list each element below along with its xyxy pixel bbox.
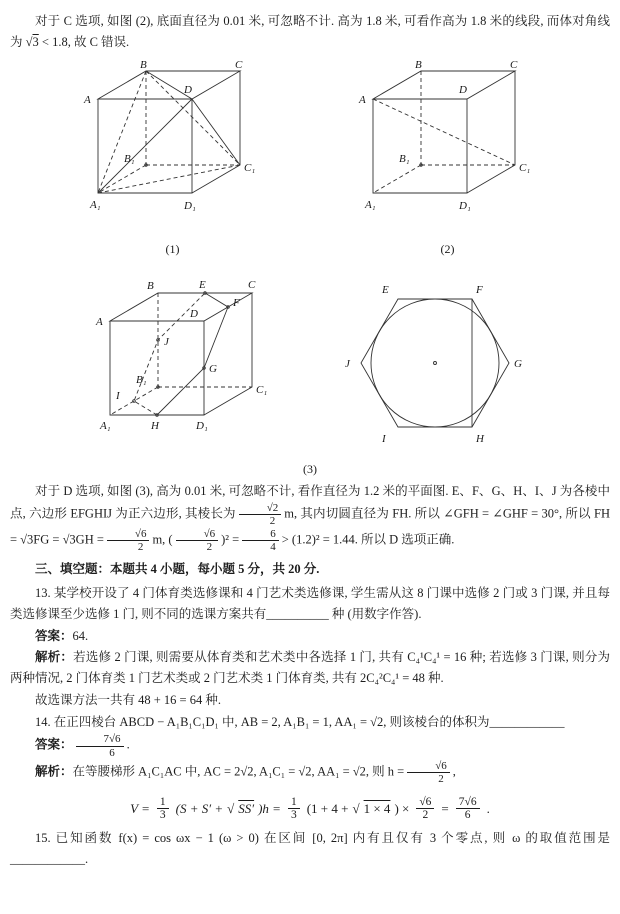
formula-text: ) × xyxy=(394,801,410,817)
q14-analysis-line xyxy=(10,760,610,786)
q13-conclusion: 故选课方法一共有 48 + 16 = 64 种. xyxy=(35,692,221,707)
question-14-text: 14. 在正四棱台 ABCD − A₁B₁C₁D₁ 中, AB = 2, A₁B₁ = 1, AA₁ = √2, 则该棱台的体积为 xyxy=(35,714,490,729)
fig3-vertex-label-g: G xyxy=(209,363,217,376)
fig1-vertex-label-d: D xyxy=(183,83,192,96)
question-15-text: 15. 已知函数 f(x) = cos ωx − 1 (ω > 0) 在区间 [0, 2π] 内有且仅有 3 个零点, 则 ω 的取值范围是 xyxy=(35,831,610,846)
fig3-vertex-label-f: F xyxy=(233,297,240,310)
formula-text: (S + S′ + xyxy=(175,801,224,817)
q14-volume-formula xyxy=(10,796,610,823)
question-13-tail: 种 (用数字作答). xyxy=(328,606,422,621)
figure-1-caption: (1) xyxy=(165,241,180,256)
cube-diagram-2 xyxy=(353,59,543,237)
figure-3-caption: (3) xyxy=(303,462,317,477)
fraction-denominator: 2 xyxy=(269,515,276,528)
figure-2 xyxy=(353,59,543,260)
q14-answer-tail: . xyxy=(126,738,130,752)
hexagon-labels xyxy=(345,284,522,445)
fraction-sqrt2-over-2 xyxy=(239,502,282,528)
formula-text: = xyxy=(441,801,449,817)
fraction-numerator: √6 xyxy=(416,796,434,810)
fraction-denominator: 6 xyxy=(464,809,471,822)
fraction-numerator: √6 xyxy=(176,528,219,541)
q13-analysis-line xyxy=(10,647,610,689)
fraction-denominator: 3 xyxy=(290,809,297,822)
para-d-text-3: m, ( xyxy=(152,532,173,547)
figure-2-caption: (2) xyxy=(440,241,455,256)
fraction-sqrt6-over-2 xyxy=(407,760,450,786)
para-d-text-2: m, 其内切圆直径为 FH. 所以 ∠GFH = ∠GHF = 30°, 所以 FH = √3FG = √3GH = xyxy=(10,506,611,547)
para-d-text-5: > (1.2)² = 1.44. 所以 D 选项正确. xyxy=(281,532,455,547)
fig3-vertex-label-a: A xyxy=(96,316,103,329)
cube-1-edges xyxy=(98,71,240,193)
figure-row-1-2 xyxy=(10,59,610,260)
fraction-numerator: 7√6 xyxy=(76,733,124,746)
cube-2-edges xyxy=(373,71,515,193)
question-15 xyxy=(10,828,610,870)
fig2-vertex-label-d: D xyxy=(458,83,467,96)
fig2-vertex-label-c1: C₁ xyxy=(518,161,530,174)
fraction-numerator: √6 xyxy=(107,528,150,541)
fraction-denominator: 2 xyxy=(137,541,144,553)
para-d-text-4: )² = xyxy=(221,532,240,547)
fraction-denominator: 2 xyxy=(438,773,444,786)
sqrt-radical: √ xyxy=(25,34,33,49)
fig3-vertex-label-b1: B₁ xyxy=(136,374,147,387)
question-15-tail: . xyxy=(85,852,89,867)
fraction-1-over-3 xyxy=(288,796,300,823)
fig1-vertex-label-b1: B₁ xyxy=(123,152,135,165)
fig3-vertex-label-e: E xyxy=(199,279,206,292)
fig1-vertex-label-a1: A₁ xyxy=(89,198,101,211)
fig3-vertex-label-c1: C₁ xyxy=(256,384,268,397)
formula-text: . xyxy=(486,801,490,817)
cube-2-labels xyxy=(358,59,530,212)
fraction-denominator: 4 xyxy=(270,541,276,553)
fraction-numerator: √2 xyxy=(239,502,282,515)
sqrt-radical: √ xyxy=(227,801,235,817)
fig3-vertex-label-a1: A₁ xyxy=(100,420,111,433)
answer-label: 答案： xyxy=(35,628,73,643)
analysis-label: 解析： xyxy=(35,764,73,779)
sqrt-radicand: 3 xyxy=(32,34,39,49)
hex-vertex-label-j: J xyxy=(345,358,350,371)
para-option-c xyxy=(10,11,610,53)
fraction-numerator: 6 xyxy=(242,528,279,541)
cube-diagram-1 xyxy=(78,59,268,237)
fraction-sqrt6-over-2 xyxy=(416,796,434,823)
figure-row-3 xyxy=(10,269,610,457)
fig1-vertex-label-d1: D₁ xyxy=(183,199,196,212)
fraction-denominator: 2 xyxy=(206,541,213,553)
q13-answer-line xyxy=(10,626,610,647)
q14-analysis-tail: , xyxy=(452,764,456,779)
fraction-6-over-4 xyxy=(242,528,279,554)
figure-1 xyxy=(78,59,268,260)
fraction-sqrt6-over-2 xyxy=(107,528,150,554)
fraction-7sqrt6-over-6 xyxy=(456,796,480,823)
hex-vertex-label-f: F xyxy=(476,284,483,297)
formula-text: )h = xyxy=(258,801,281,817)
answer-blank: ____________ xyxy=(10,852,85,867)
fraction-1-over-3 xyxy=(157,796,169,823)
fig3-vertex-label-c: C xyxy=(248,279,256,292)
fraction-numerator: 1 xyxy=(288,796,300,810)
fraction-numerator: 7√6 xyxy=(456,796,480,810)
cube-diagram-3 xyxy=(90,269,280,457)
formula-text: (1 + 4 + xyxy=(306,801,349,817)
fig3-vertex-label-j: J xyxy=(164,336,169,349)
fraction-denominator: 6 xyxy=(109,746,115,759)
para-c-text-2: < 1.8, 故 C 错误. xyxy=(38,34,130,49)
fig2-vertex-label-a: A xyxy=(358,93,366,106)
para-option-d xyxy=(10,481,610,553)
fig3-vertex-label-i: I xyxy=(116,390,120,403)
fig3-vertex-label-b: B xyxy=(147,280,154,293)
sqrt-radicand: SS′ xyxy=(238,801,255,817)
fraction-denominator: 3 xyxy=(159,809,166,822)
formula-text: V = xyxy=(130,801,150,817)
hexagon-diagram xyxy=(340,269,530,457)
q14-analysis-text: 在等腰梯形 A₁C₁AC 中, AC = 2√2, A₁C₁ = √2, AA₁ = √2, 则 h = xyxy=(72,764,405,779)
para-c-text-1: 对于 C 选项, 如图 (2), 底面直径为 0.01 米, 可忽略不计. 高为 1.8 米, 可看作高为 1.8 米的线段, 而体对角线为 xyxy=(10,14,610,49)
sqrt-radical: √ xyxy=(352,801,360,817)
fraction-7sqrt6-over-6 xyxy=(76,733,124,759)
hex-vertex-label-g: G xyxy=(514,358,522,371)
fig3-vertex-label-h: H xyxy=(151,420,159,433)
cube-1-labels xyxy=(83,59,255,212)
q13-analysis-text: 若选修 2 门课, 则需要从体育类和艺术类中各选择 1 门, 共有 C₄¹C₄¹ = 16 种; 若选修 3 门课, 则分为两种情况, 2 门体育类 1 门艺术类或 2 门艺术类 1 门体育类, 共有 2C₄²C₄¹ = 48 种. xyxy=(10,650,610,686)
question-13 xyxy=(10,583,610,625)
hexagon-edges xyxy=(361,299,509,427)
answer-blank: ____________ xyxy=(489,714,565,729)
hex-vertex-label-e: E xyxy=(382,284,389,297)
q13-answer-value: 64. xyxy=(72,628,89,643)
fig2-vertex-label-a1: A₁ xyxy=(364,198,376,211)
section-3-header: 三、填空题：本题共 4 小题，每小题 5 分，共 20 分. xyxy=(35,562,320,577)
answer-label: 答案： xyxy=(35,738,73,752)
analysis-label: 解析： xyxy=(35,650,74,665)
fraction-numerator: √6 xyxy=(407,760,450,773)
q14-answer-line xyxy=(10,733,610,759)
para-d-text-1: 对于 D 选项, 如图 (3), 高为 0.01 米, 可忽略不计, 看作直径为 1.2 米的平面图. E、F、G、H、I、J 为各棱中点, 六边形 EFGHIJ 为正六边形, 其棱长为 xyxy=(10,484,610,521)
fraction-sqrt6-over-2 xyxy=(176,528,219,554)
sqrt-radicand: 1 × 4 xyxy=(363,801,391,817)
fraction-denominator: 2 xyxy=(422,809,429,822)
fig2-vertex-label-b: B xyxy=(414,58,422,71)
fraction-numerator: 1 xyxy=(157,796,169,810)
fig1-vertex-label-a: A xyxy=(83,93,91,106)
question-14 xyxy=(10,712,610,733)
fig3-vertex-label-d: D xyxy=(190,308,198,321)
answer-blank: __________ xyxy=(266,606,329,621)
fig3-vertex-label-d1: D₁ xyxy=(196,420,208,433)
hex-vertex-label-i: I xyxy=(382,433,386,446)
fig1-vertex-label-b: B xyxy=(139,58,147,71)
fig2-vertex-label-d1: D₁ xyxy=(458,199,471,212)
hex-vertex-label-h: H xyxy=(476,433,484,446)
cube-3-edges xyxy=(110,292,252,417)
question-13-text: 13. 某学校开设了 4 门体育类选修课和 4 门艺术类选修课, 学生需从这 8 门课中选修 2 门或 3 门课, 并且每类选修课至少选修 1 门, 则不同的选课方案共有 xyxy=(10,586,610,621)
fig1-vertex-label-c: C xyxy=(234,58,242,71)
fig2-vertex-label-c: C xyxy=(509,58,517,71)
fig2-vertex-label-b1: B₁ xyxy=(398,152,410,165)
fig1-vertex-label-c1: C₁ xyxy=(243,161,255,174)
